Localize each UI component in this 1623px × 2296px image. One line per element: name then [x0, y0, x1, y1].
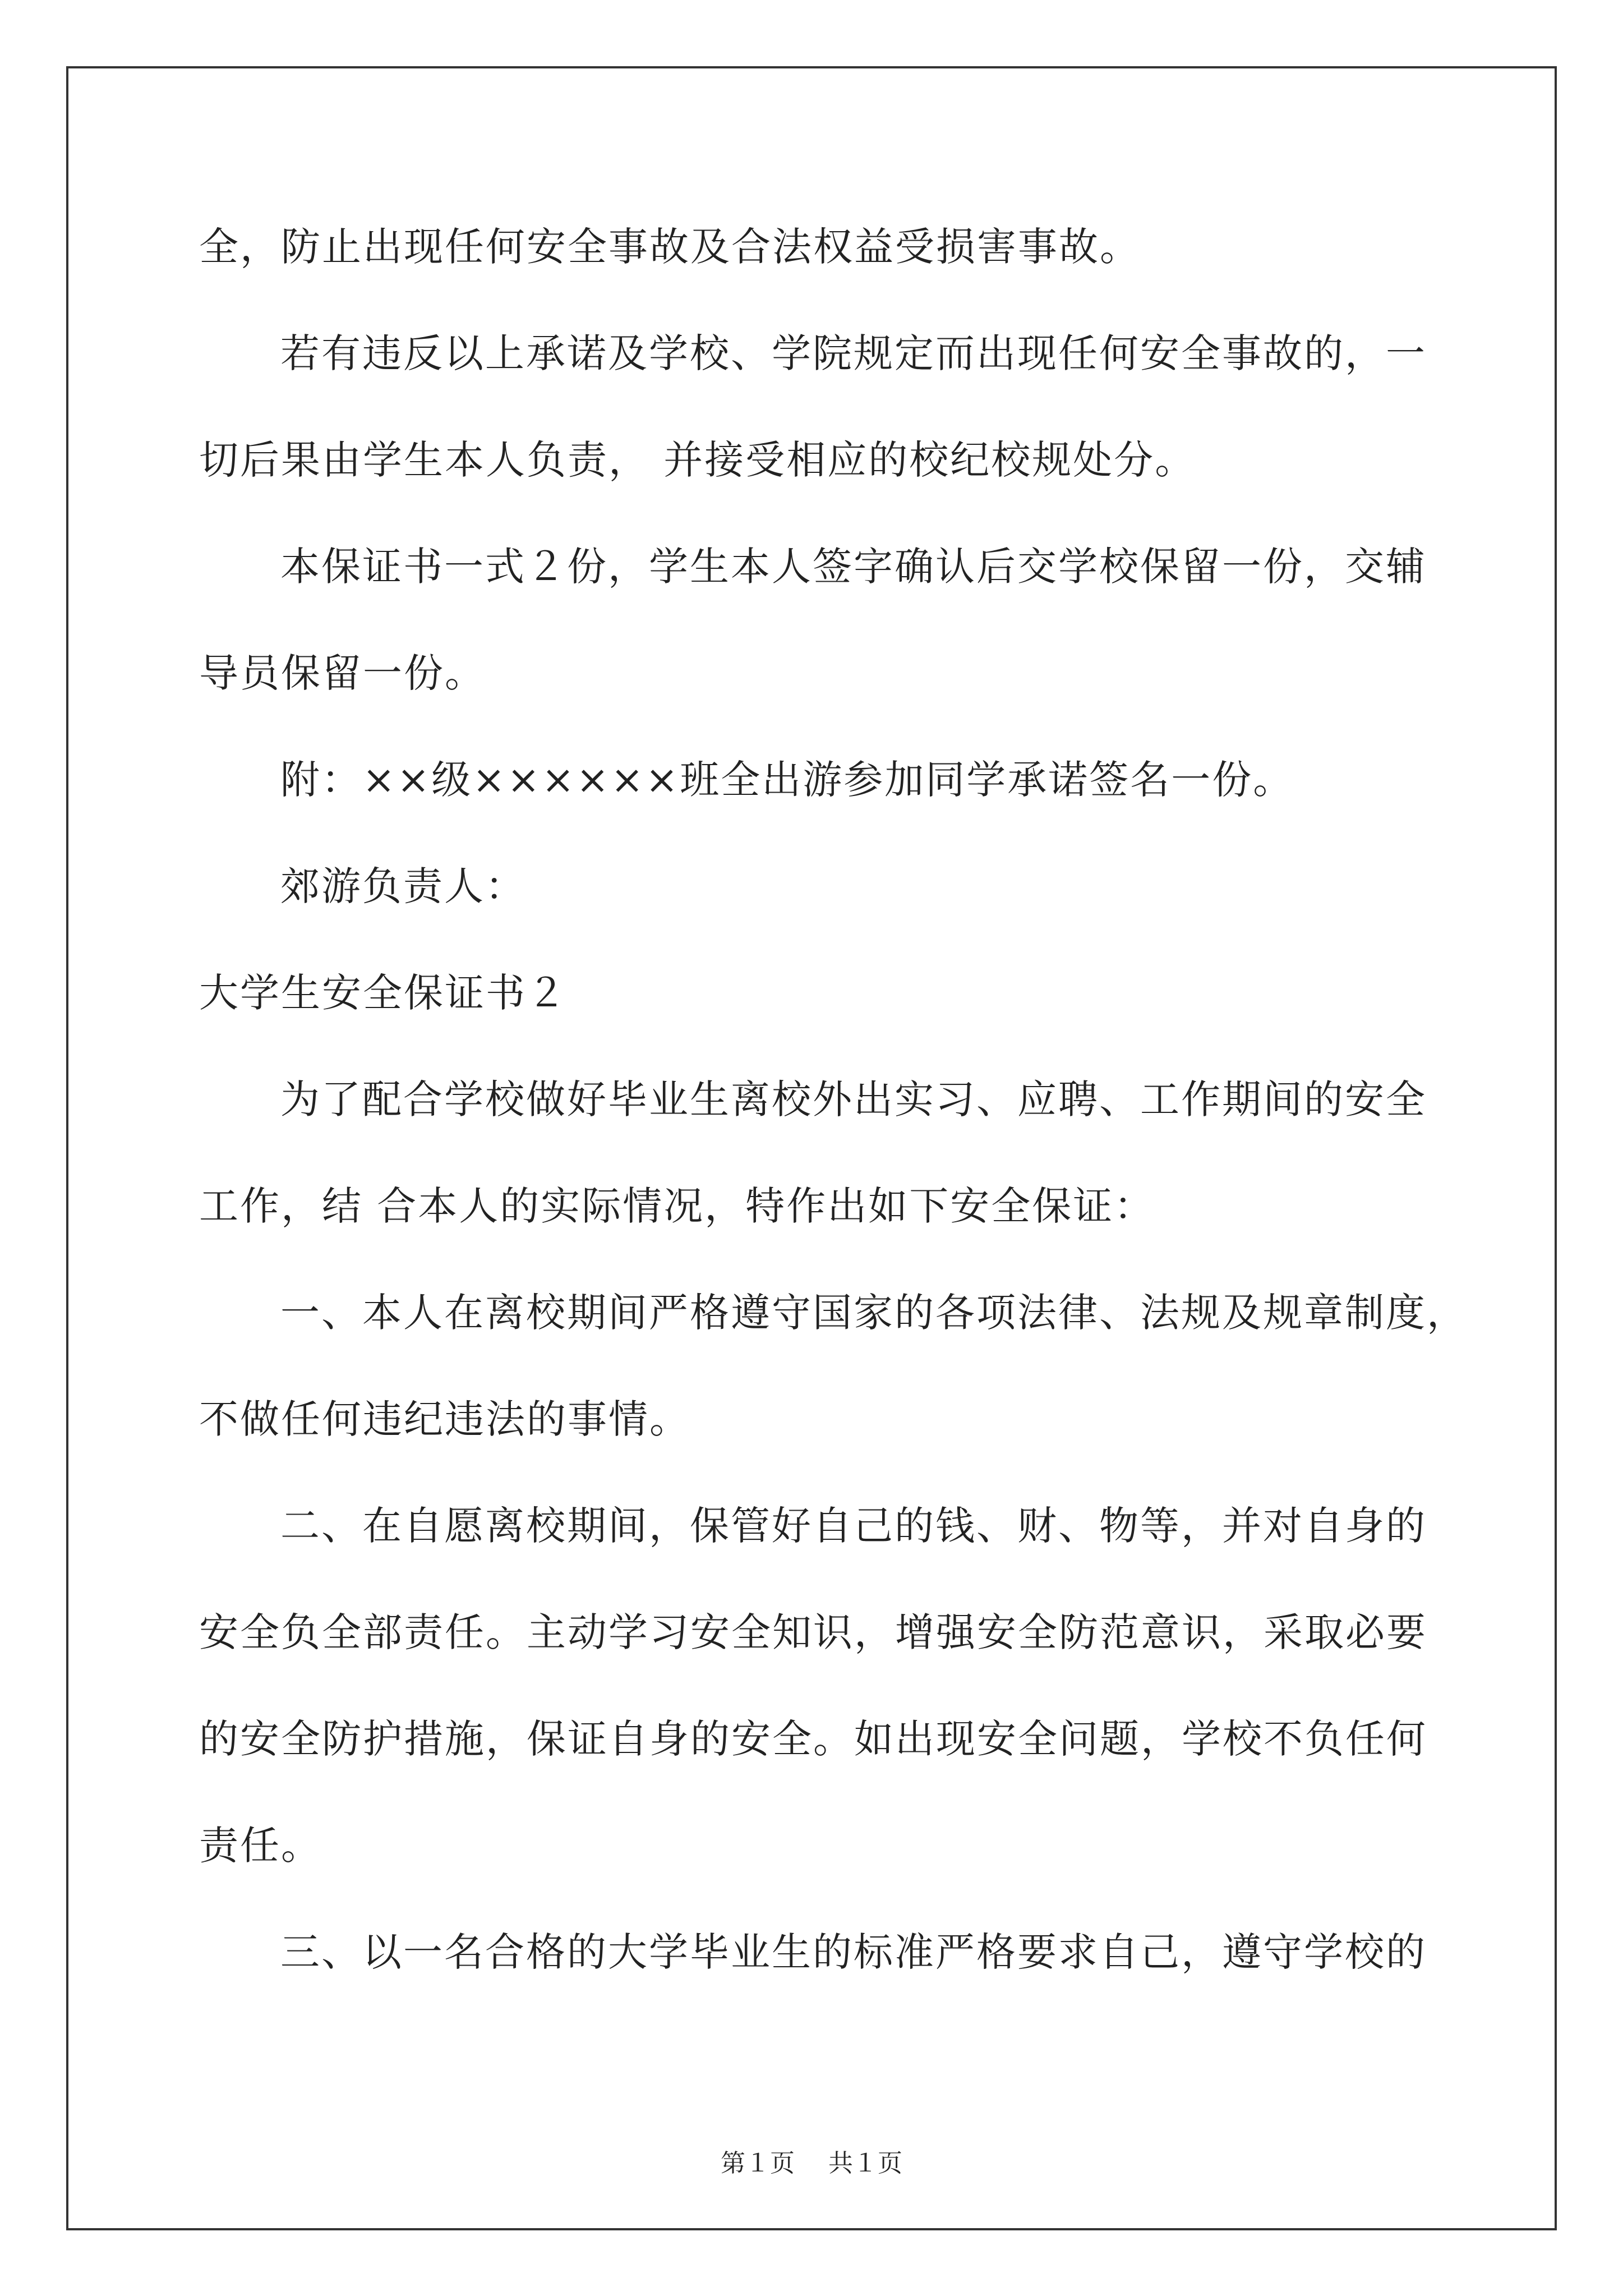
section-heading: 大学生安全保证书２: [199, 970, 568, 1016]
page-footer: [0, 2143, 1623, 2179]
body-line: 三、以一名合格的大学毕业生的标准严格要求自己，遵守学校的: [280, 1929, 1427, 1975]
body-line: 附：××级××××××班全出游参加同学承诺签名一份。: [280, 757, 1294, 803]
body-line: 切后果由学生本人负责， 并接受相应的校纪校规处分。: [199, 437, 1196, 483]
body-line: 导员保留一份。: [199, 650, 486, 696]
body-line: 一、本人在离校期间严格遵守国家的各项法律、法规及规章制度，: [280, 1290, 1468, 1336]
body-line: 本保证书一式２份，学生本人签字确认后交学校保留一份，交辅: [280, 544, 1427, 590]
body-line: 为了配合学校做好毕业生离校外出实习、应聘、工作期间的安全: [280, 1076, 1427, 1122]
total-pages-label: 共１页: [828, 2149, 902, 2178]
page-border: [66, 66, 1557, 2230]
body-line: 不做任何违纪违法的事情。: [199, 1396, 690, 1442]
body-line: 责任。: [199, 1823, 322, 1869]
body-line: 全，防止出现任何安全事故及合法权益受损害事故。: [199, 224, 1141, 270]
body-line: 的安全防护措施，保证自身的安全。如出现安全问题，学校不负任何: [199, 1716, 1427, 1762]
body-line: 郊游负责人：: [280, 863, 526, 909]
body-line: 安全负全部责任。主动学习安全知识，增强安全防范意识，采取必要: [199, 1609, 1427, 1655]
body-line: 二、在自愿离校期间，保管好自己的钱、财、物等，并对自身的: [280, 1503, 1427, 1549]
body-line: 工作，结 合本人的实际情况，特作出如下安全保证：: [199, 1183, 1155, 1229]
body-line: 若有违反以上承诺及学校、学院规定而出现任何安全事故的，一: [280, 330, 1427, 376]
current-page-label: 第１页: [721, 2149, 795, 2178]
